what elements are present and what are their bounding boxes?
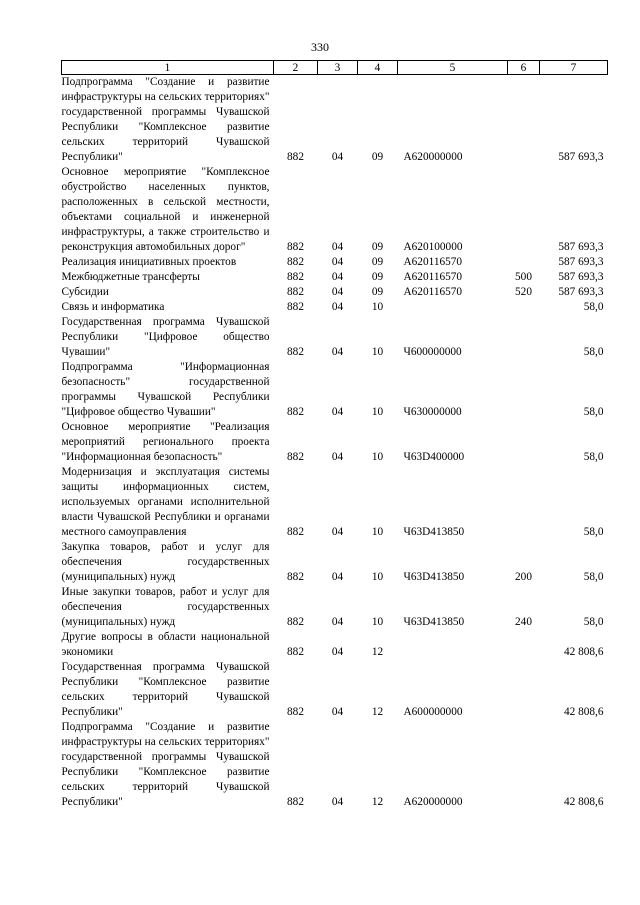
table-row — [62, 75, 608, 166]
row-target-article — [398, 630, 508, 660]
row-name: Подпрограмма "Информационная безопасность" государственной программы Чувашской Республики "Цифровое общество Чувашии" — [61, 361, 270, 418]
table-row — [62, 420, 608, 465]
table-body — [62, 75, 608, 811]
table-row — [62, 540, 608, 585]
row-amount: 587 693,3 — [558, 151, 604, 163]
row-section: 04 — [331, 616, 344, 628]
row-target-article: А620100000 — [403, 241, 463, 253]
budget-table — [61, 60, 608, 810]
row-name: Основное мероприятие "Комплексное обустройство населенных пунктов, расположенных в сельской местности, объектами социальной и инженерной инфраструктуры, а также строительство и реконструкция автомобильных дорог" — [61, 166, 270, 253]
row-name: Межбюджетные трансферты — [61, 271, 200, 283]
row-ministry-code: 882 — [287, 571, 304, 583]
row-target-article: Ч63D413850 — [403, 526, 465, 538]
row-name: Модернизация и эксплуатация системы защиты информационных систем, используемых органами исполнительной власти Чувашской Республики и органами местного самоуправления — [61, 466, 270, 538]
header-row — [62, 61, 608, 75]
row-section: 04 — [331, 286, 344, 298]
row-name: Подпрограмма "Создание и развитие инфраструктуры на сельских территориях" государственной программы Чувашской Республики "Комплексное развитие сельских территорий Чувашской Республики" — [61, 76, 270, 163]
row-amount: 42 808,6 — [563, 796, 604, 808]
table-row — [62, 360, 608, 420]
row-target-article: А620116570 — [403, 286, 463, 298]
row-name: Основное мероприятие "Реализация мероприятий регионального проекта "Информационная безопасность" — [61, 421, 270, 463]
row-ministry-code: 882 — [287, 301, 304, 313]
row-subsection: 12 — [371, 796, 384, 808]
row-name: Подпрограмма "Создание и развитие инфраструктуры на сельских территориях" государственной программы Чувашской Республики "Комплексное развитие сельских территорий Чувашской Республики" — [61, 721, 270, 808]
row-subsection: 09 — [371, 256, 384, 268]
row-subsection: 10 — [371, 301, 384, 313]
row-name: Иные закупки товаров, работ и услуг для обеспечения государственных (муниципальных) нужд — [61, 586, 270, 628]
row-expense-type — [508, 720, 540, 810]
row-target-article: Ч63D400000 — [403, 451, 465, 463]
row-amount: 58,0 — [583, 451, 604, 463]
row-name: Государственная программа Чувашской Республики "Комплексное развитие сельских территорий Чувашской Республики" — [61, 661, 270, 718]
row-amount: 58,0 — [583, 406, 604, 418]
row-expense-type: 500 — [515, 271, 532, 283]
row-name: Связь и информатика — [61, 301, 165, 313]
row-subsection: 12 — [371, 706, 384, 718]
row-section: 04 — [331, 241, 344, 253]
col-header-6: 6 — [508, 61, 540, 75]
row-amount: 58,0 — [583, 616, 604, 628]
row-target-article: А620000000 — [403, 796, 463, 808]
col-header-1: 1 — [62, 61, 274, 75]
row-name: Закупка товаров, работ и услуг для обеспечения государственных (муниципальных) нужд — [61, 541, 270, 583]
row-name: Государственная программа Чувашской Республики "Цифровое общество Чувашии" — [61, 316, 270, 358]
row-subsection: 09 — [371, 151, 384, 163]
table-row — [62, 165, 608, 255]
table-row — [62, 630, 608, 660]
table-row — [62, 270, 608, 285]
row-section: 04 — [331, 526, 344, 538]
row-expense-type — [508, 75, 540, 166]
row-section: 04 — [331, 451, 344, 463]
table-row — [62, 465, 608, 540]
row-section: 04 — [331, 646, 344, 658]
row-subsection: 10 — [371, 451, 384, 463]
row-name: Реализация инициативных проектов — [61, 256, 237, 268]
col-header-4: 4 — [358, 61, 398, 75]
row-ministry-code: 882 — [287, 406, 304, 418]
row-section: 04 — [331, 406, 344, 418]
table-row — [62, 300, 608, 315]
row-subsection: 10 — [371, 406, 384, 418]
row-target-article: А620000000 — [403, 151, 463, 163]
row-amount: 58,0 — [583, 571, 604, 583]
row-name: Другие вопросы в области национальной экономики — [61, 631, 270, 658]
row-ministry-code: 882 — [287, 616, 304, 628]
table-row — [62, 255, 608, 270]
row-expense-type — [508, 255, 540, 270]
row-section: 04 — [331, 706, 344, 718]
row-section: 04 — [331, 256, 344, 268]
row-expense-type — [508, 465, 540, 540]
row-section: 04 — [331, 346, 344, 358]
row-target-article — [398, 300, 508, 315]
table-row — [62, 315, 608, 360]
row-expense-type: 240 — [515, 616, 532, 628]
row-expense-type — [508, 360, 540, 420]
row-amount: 587 693,3 — [558, 241, 604, 253]
row-expense-type — [508, 420, 540, 465]
row-subsection: 10 — [371, 571, 384, 583]
row-section: 04 — [331, 301, 344, 313]
page-number: 330 — [311, 40, 329, 54]
row-ministry-code: 882 — [287, 451, 304, 463]
row-subsection: 12 — [371, 646, 384, 658]
row-expense-type — [508, 300, 540, 315]
row-target-article: А620116570 — [403, 271, 463, 283]
col-header-7: 7 — [540, 61, 608, 75]
row-expense-type: 200 — [515, 571, 532, 583]
row-ministry-code: 882 — [287, 151, 304, 163]
row-subsection: 10 — [371, 526, 384, 538]
row-section: 04 — [331, 796, 344, 808]
row-expense-type — [508, 630, 540, 660]
row-subsection: 09 — [371, 271, 384, 283]
row-name: Субсидии — [61, 286, 109, 298]
row-section: 04 — [331, 271, 344, 283]
row-ministry-code: 882 — [287, 271, 304, 283]
row-ministry-code: 882 — [287, 526, 304, 538]
row-amount: 58,0 — [583, 346, 604, 358]
row-target-article: Ч63D413850 — [403, 571, 465, 583]
row-amount: 587 693,3 — [558, 271, 604, 283]
row-subsection: 10 — [371, 346, 384, 358]
table-row — [62, 660, 608, 720]
row-ministry-code: 882 — [287, 256, 304, 268]
row-target-article: Ч630000000 — [403, 406, 462, 418]
col-header-2: 2 — [274, 61, 318, 75]
row-ministry-code: 882 — [287, 346, 304, 358]
table-row — [62, 285, 608, 300]
row-ministry-code: 882 — [287, 796, 304, 808]
row-section: 04 — [331, 151, 344, 163]
row-ministry-code: 882 — [287, 706, 304, 718]
row-expense-type — [508, 660, 540, 720]
row-expense-type — [508, 165, 540, 255]
table-row — [62, 720, 608, 810]
row-subsection: 09 — [371, 241, 384, 253]
row-amount: 58,0 — [583, 526, 604, 538]
row-amount: 587 693,3 — [558, 286, 604, 298]
row-amount: 42 808,6 — [563, 706, 604, 718]
row-expense-type — [508, 315, 540, 360]
row-amount: 587 693,3 — [558, 256, 604, 268]
col-header-3: 3 — [318, 61, 358, 75]
row-target-article: Ч63D413850 — [403, 616, 465, 628]
row-ministry-code: 882 — [287, 646, 304, 658]
col-header-5: 5 — [398, 61, 508, 75]
row-target-article: А600000000 — [403, 706, 463, 718]
row-section: 04 — [331, 571, 344, 583]
row-ministry-code: 882 — [287, 241, 304, 253]
table-row — [62, 585, 608, 630]
row-subsection: 10 — [371, 616, 384, 628]
row-amount: 42 808,6 — [563, 646, 604, 658]
row-amount: 58,0 — [583, 301, 604, 313]
row-subsection: 09 — [371, 286, 384, 298]
row-target-article: Ч600000000 — [403, 346, 462, 358]
row-expense-type: 520 — [515, 286, 532, 298]
row-ministry-code: 882 — [287, 286, 304, 298]
row-target-article: А620116570 — [403, 256, 463, 268]
